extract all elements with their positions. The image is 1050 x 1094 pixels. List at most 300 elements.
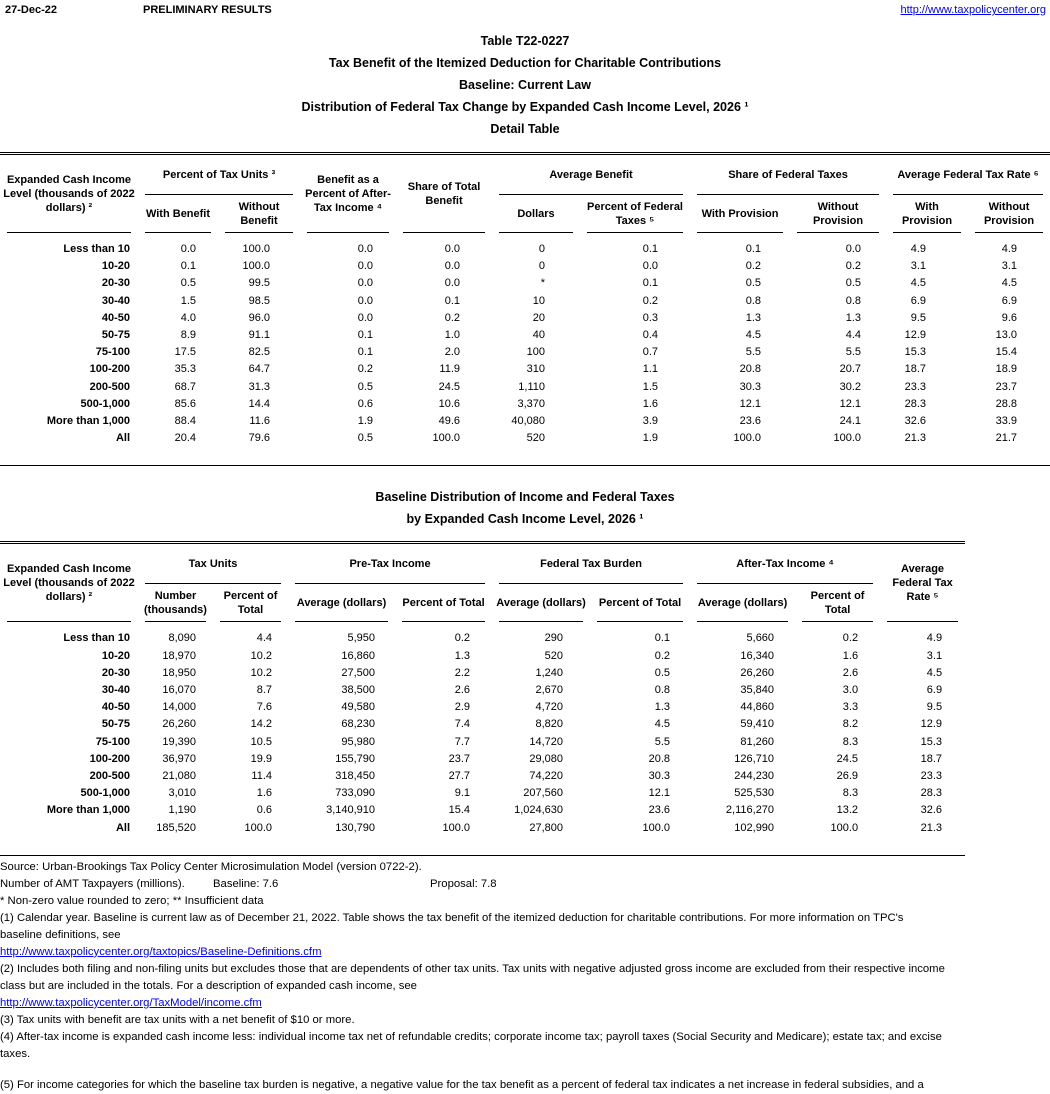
data-cell: 1.0: [444, 329, 461, 342]
data-cell: 2.0: [444, 346, 461, 359]
data-cell: 100.0: [442, 821, 471, 834]
data-cell: 31.3: [248, 380, 271, 393]
detail-table: [0, 155, 1050, 465]
row-label: More than 1,000: [46, 804, 130, 817]
data-cell: 520: [544, 649, 564, 662]
data-cell: 0.0: [357, 294, 374, 307]
data-cell: 0.1: [642, 277, 659, 290]
column-group-after-tax-income: After-Tax Income ⁴: [690, 544, 880, 584]
data-cell: 40: [532, 329, 546, 342]
data-cell: 1.3: [745, 311, 762, 324]
data-cell: 4.5: [1001, 277, 1018, 290]
column-header-percent-of-total-units: Percent of Total: [213, 584, 288, 622]
data-cell: 32.6: [904, 415, 927, 428]
data-cell: 0: [538, 243, 546, 255]
data-cell: 35.3: [174, 363, 196, 376]
data-cell: 9.6: [1001, 311, 1018, 324]
detail-table-label: Detail Table: [490, 122, 560, 136]
income-definition-link[interactable]: http://www.taxpolicycenter.org/TaxModel/income.cfm: [0, 996, 262, 1009]
data-cell: 1.5: [642, 380, 659, 393]
column-header-dollars: Dollars: [492, 195, 580, 233]
table-row: [0, 430, 1050, 465]
data-cell: 5.5: [745, 346, 762, 359]
data-cell: 1.9: [642, 432, 659, 445]
row-label: Less than 10: [63, 243, 130, 255]
data-cell: 9.1: [454, 787, 471, 800]
footnote-3: (3) Tax units with benefit are tax units with a net benefit of $10 or more.: [0, 1013, 355, 1026]
data-cell: 10.2: [250, 649, 273, 662]
data-cell: 3.1: [910, 260, 927, 273]
data-cell: 27,800: [529, 821, 564, 834]
data-cell: 29,080: [529, 752, 564, 765]
data-cell: 33.9: [995, 415, 1018, 428]
data-cell: 49.6: [438, 415, 461, 428]
data-cell: 30.3: [648, 770, 671, 783]
data-cell: 26,260: [162, 718, 196, 731]
data-cell: 5.5: [654, 735, 671, 748]
column-header-average-pretax: Average (dollars): [288, 584, 395, 622]
table-row: [0, 413, 1050, 430]
data-cell: 0.2: [357, 363, 374, 376]
data-cell: 1.6: [842, 649, 859, 662]
data-cell: 10.6: [438, 397, 461, 410]
data-cell: 100.0: [242, 260, 271, 273]
table-row: [0, 699, 965, 716]
data-cell: 7.6: [256, 701, 273, 714]
data-cell: 28.3: [920, 787, 943, 800]
data-cell: 4.4: [845, 329, 862, 342]
column-header-share-of-total-benefit: Share of Total Benefit: [396, 155, 492, 233]
data-cell: 12.1: [839, 397, 862, 410]
data-cell: 6.9: [910, 294, 927, 307]
footnote-2-line-2: class but are included in the totals. For a description of expanded cash income, see: [0, 979, 417, 992]
data-cell: 49,580: [341, 701, 376, 714]
distribution-label: Distribution of Federal Tax Change by Expanded Cash Income Level, 2026 ¹: [301, 100, 749, 114]
data-cell: 36,970: [162, 752, 196, 765]
title-block: [0, 30, 1050, 140]
data-cell: 4.5: [926, 666, 943, 679]
row-label: 10-20: [101, 260, 130, 273]
data-cell: 9.5: [910, 311, 927, 324]
data-cell: 14.4: [248, 397, 271, 410]
data-cell: 8.9: [180, 329, 196, 342]
row-label: All: [115, 821, 130, 834]
data-cell: 4.5: [654, 718, 671, 731]
row-label: 200-500: [89, 380, 130, 393]
table-row: [0, 258, 1050, 275]
baseline-table-title: Baseline Distribution of Income and Federal Taxes: [375, 490, 675, 505]
data-cell: *: [540, 277, 546, 290]
data-cell: 0.0: [444, 277, 461, 290]
baseline-table-bottom-rule: [0, 855, 965, 856]
data-cell: 4.9: [910, 243, 927, 255]
table-row: [0, 233, 1050, 258]
footnote-5: (5) For income categories for which the baseline tax burden is negative, a negative value for the tax benefit as a percent of federal tax indicates a net increase in federal subsidies, and a: [0, 1078, 924, 1091]
data-cell: 18,950: [162, 666, 196, 679]
data-cell: 3,010: [168, 787, 196, 800]
table-row: [0, 310, 1050, 327]
data-cell: 0.0: [180, 243, 196, 255]
data-cell: 20.8: [739, 363, 762, 376]
column-header-average-federal-tax-rate: Average Federal Tax Rate ⁵: [880, 544, 965, 622]
data-cell: 0.1: [357, 346, 374, 359]
data-cell: 1.9: [357, 415, 374, 428]
data-cell: 1.1: [642, 363, 659, 376]
data-cell: 0.0: [357, 277, 374, 290]
data-cell: 91.1: [248, 329, 271, 342]
data-cell: 100.0: [244, 821, 273, 834]
data-cell: 0.2: [845, 260, 862, 273]
data-cell: 18.7: [904, 363, 927, 376]
data-cell: 0.2: [444, 311, 461, 324]
footnote-1-line-2: baseline definitions, see: [0, 928, 121, 941]
data-cell: 11.6: [249, 415, 271, 428]
data-cell: 14,000: [162, 701, 196, 714]
data-cell: 8.3: [842, 735, 859, 748]
data-cell: 8.7: [256, 684, 273, 697]
data-cell: 38,500: [341, 684, 376, 697]
baseline-table-subtitle: by Expanded Cash Income Level, 2026 ¹: [406, 512, 644, 527]
data-cell: 525,530: [734, 787, 775, 800]
data-cell: 21,080: [162, 770, 196, 783]
data-cell: 23.7: [448, 752, 471, 765]
data-cell: 40,080: [511, 415, 546, 428]
data-cell: 733,090: [335, 787, 376, 800]
data-cell: 88.4: [174, 415, 196, 428]
data-cell: 0.5: [654, 666, 671, 679]
data-cell: 5,950: [347, 632, 376, 645]
amt-proposal-value: Proposal: 7.8: [430, 877, 497, 890]
data-cell: 82.5: [248, 346, 271, 359]
baseline-table-title-block: [0, 486, 1050, 530]
table-row: [0, 293, 1050, 310]
row-label: 20-30: [101, 277, 130, 290]
data-cell: 32.6: [920, 804, 943, 817]
data-cell: 0.5: [180, 277, 196, 290]
row-label: 100-200: [89, 363, 130, 376]
data-cell: 2.2: [454, 666, 471, 679]
table-row: [0, 768, 965, 785]
data-cell: 16,860: [341, 649, 376, 662]
data-cell: 1,190: [168, 804, 196, 817]
data-cell: 1.5: [180, 294, 196, 307]
detail-table-body: [0, 233, 1050, 465]
row-label: 500-1,000: [80, 787, 130, 800]
data-cell: 0.7: [642, 346, 659, 359]
data-cell: 8.3: [842, 787, 859, 800]
data-cell: 1.3: [654, 701, 671, 714]
footnote-2-line-1: (2) Includes both filing and non-filing units but excludes those that are dependents of other tax units. Tax units with negative adjusted gross income are excluded from their respective income: [0, 962, 945, 975]
table-row: [0, 275, 1050, 292]
data-cell: 68.7: [174, 380, 196, 393]
data-cell: 0: [538, 260, 546, 273]
data-cell: 0.1: [180, 260, 196, 273]
data-cell: 2.6: [454, 684, 471, 697]
footnote-1-line-1: (1) Calendar year. Baseline is current law as of December 21, 2022. Table shows the tax benefit of the itemized deduction for charitable contributions. For more information on TPC's: [0, 911, 904, 924]
data-cell: 16,070: [162, 684, 196, 697]
data-cell: 2,116,270: [725, 804, 775, 817]
data-cell: 0.1: [654, 632, 671, 645]
data-cell: 9.5: [926, 701, 943, 714]
column-header-percent-of-total-pretax: Percent of Total: [395, 584, 492, 622]
data-cell: 98.5: [248, 294, 271, 307]
table-row: [0, 802, 965, 819]
data-cell: 8,090: [168, 632, 196, 645]
data-cell: 207,560: [523, 787, 564, 800]
data-cell: 23.3: [904, 380, 927, 393]
data-cell: 0.0: [444, 243, 461, 255]
data-cell: 0.5: [845, 277, 862, 290]
baseline-definitions-link[interactable]: http://www.taxpolicycenter.org/taxtopics/Baseline-Definitions.cfm: [0, 945, 322, 958]
data-cell: 18.9: [995, 363, 1018, 376]
footnotes: [0, 859, 1050, 1094]
data-cell: 24.5: [438, 380, 461, 393]
data-cell: 4.4: [256, 632, 273, 645]
column-header-share-with-provision: With Provision: [690, 195, 790, 233]
data-cell: 10: [532, 294, 546, 307]
column-header-rate-without-provision: Without Provision: [968, 195, 1050, 233]
data-cell: 74,220: [529, 770, 564, 783]
row-label: 500-1,000: [80, 397, 130, 410]
data-cell: 12.1: [648, 787, 671, 800]
data-cell: 96.0: [248, 311, 271, 324]
row-label: More than 1,000: [46, 415, 130, 428]
data-cell: 102,990: [734, 821, 775, 834]
data-cell: 20.8: [648, 752, 671, 765]
data-cell: 0.5: [745, 277, 762, 290]
row-label: 40-50: [101, 701, 130, 714]
data-cell: 3,140,910: [326, 804, 376, 817]
column-group-average-benefit: Average Benefit: [492, 155, 690, 195]
data-cell: 16,340: [740, 649, 775, 662]
table-row: [0, 785, 965, 802]
data-cell: 68,230: [341, 718, 376, 731]
data-cell: 26.9: [836, 770, 859, 783]
data-cell: 0.0: [444, 260, 461, 273]
data-cell: 23.6: [739, 415, 762, 428]
table-row: [0, 751, 965, 768]
data-cell: 30.2: [839, 380, 862, 393]
data-cell: 0.0: [357, 243, 374, 255]
data-cell: 19.9: [250, 752, 273, 765]
data-cell: 44,860: [740, 701, 775, 714]
data-cell: 0.8: [745, 294, 762, 307]
data-cell: 24.5: [836, 752, 859, 765]
table-row: [0, 396, 1050, 413]
column-header-with-benefit: With Benefit: [138, 195, 218, 233]
data-cell: 24.1: [839, 415, 862, 428]
table-row: [0, 682, 965, 699]
data-cell: 100.0: [432, 432, 461, 445]
data-cell: 1,024,630: [514, 804, 564, 817]
data-cell: 290: [544, 632, 564, 645]
data-cell: 4.5: [745, 329, 762, 342]
data-cell: 7.7: [454, 735, 471, 748]
data-cell: 99.5: [248, 277, 271, 290]
data-cell: 10.5: [250, 735, 273, 748]
data-cell: 0.6: [256, 804, 273, 817]
data-cell: 11.9: [439, 363, 461, 376]
data-cell: 0.4: [642, 329, 659, 342]
data-cell: 15.3: [904, 346, 927, 359]
data-cell: 81,260: [740, 735, 775, 748]
data-cell: 20: [532, 311, 546, 324]
row-label: 75-100: [95, 346, 130, 359]
data-cell: 15.4: [448, 804, 471, 817]
data-cell: 11.4: [251, 770, 273, 783]
data-cell: 59,410: [740, 718, 775, 731]
data-cell: 185,520: [156, 821, 196, 834]
data-cell: 3.3: [842, 701, 859, 714]
data-cell: 13.2: [836, 804, 859, 817]
row-label: Less than 10: [63, 632, 130, 645]
data-cell: 7.4: [454, 718, 471, 731]
data-cell: 27,500: [341, 666, 376, 679]
data-cell: 14,720: [529, 735, 564, 748]
data-cell: 30.3: [739, 380, 762, 393]
data-cell: 28.8: [995, 397, 1018, 410]
data-cell: 0.2: [654, 649, 671, 662]
data-cell: 318,450: [335, 770, 376, 783]
data-cell: 27.7: [448, 770, 471, 783]
data-cell: 20.4: [174, 432, 196, 445]
data-cell: 0.1: [357, 329, 374, 342]
row-label: 200-500: [89, 770, 130, 783]
column-header-income-level: Expanded Cash Income Level (thousands of 2022 dollars) ²: [0, 544, 138, 622]
data-cell: 1.6: [642, 397, 659, 410]
footnote-4-line-2: taxes.: [0, 1047, 31, 1060]
data-cell: 0.1: [642, 243, 659, 255]
data-cell: 4.5: [910, 277, 927, 290]
data-cell: 1,240: [535, 666, 564, 679]
column-header-rate-with-provision: With Provision: [886, 195, 968, 233]
data-cell: 0.0: [357, 311, 374, 324]
column-header-percent-of-total-burden: Percent of Total: [590, 584, 690, 622]
data-cell: 15.4: [995, 346, 1018, 359]
data-cell: 28.3: [904, 397, 927, 410]
row-label: 50-75: [101, 329, 130, 342]
baseline-distribution-table: [0, 544, 965, 854]
data-cell: 26,260: [740, 666, 775, 679]
data-cell: 64.7: [248, 363, 271, 376]
data-cell: 85.6: [174, 397, 196, 410]
data-cell: 35,840: [740, 684, 775, 697]
preliminary-results-label: PRELIMINARY RESULTS: [143, 4, 272, 16]
data-cell: 244,230: [734, 770, 775, 783]
row-label: 75-100: [95, 735, 130, 748]
data-cell: 0.1: [444, 294, 461, 307]
data-cell: 12.9: [904, 329, 927, 342]
column-group-share-of-federal-taxes: Share of Federal Taxes: [690, 155, 886, 195]
column-header-benefit-pct-after-tax-income: Benefit as a Percent of After-Tax Income ⁴: [300, 155, 396, 233]
column-header-percent-of-total-after-tax: Percent of Total: [795, 584, 880, 622]
row-label: All: [115, 432, 130, 445]
table-row: [0, 361, 1050, 378]
row-label: 30-40: [101, 294, 130, 307]
report-date: 27-Dec-22: [5, 4, 57, 16]
data-cell: 100.0: [833, 432, 862, 445]
taxpolicycenter-link[interactable]: http://www.taxpolicycenter.org: [900, 4, 1046, 16]
data-cell: 6.9: [1001, 294, 1018, 307]
data-cell: 21.7: [995, 432, 1018, 445]
data-cell: 130,790: [335, 821, 376, 834]
table-row: [0, 820, 965, 855]
data-cell: 3.9: [642, 415, 659, 428]
data-cell: 12.9: [920, 718, 943, 731]
data-cell: 0.8: [845, 294, 862, 307]
row-label: 20-30: [101, 666, 130, 679]
page-title: Tax Benefit of the Itemized Deduction for Charitable Contributions: [328, 56, 722, 70]
rounding-note: * Non-zero value rounded to zero; ** Insufficient data: [0, 894, 264, 907]
data-cell: 1.3: [845, 311, 862, 324]
data-cell: 100: [526, 346, 546, 359]
data-cell: 95,980: [341, 735, 376, 748]
data-cell: 21.3: [904, 432, 927, 445]
row-label: 40-50: [101, 311, 130, 324]
source-note: Source: Urban-Brookings Tax Policy Center Microsimulation Model (version 0722-2).: [0, 860, 422, 873]
column-header-income-level: Expanded Cash Income Level (thousands of 2022 dollars) ²: [0, 155, 138, 233]
column-header-share-without-provision: Without Provision: [790, 195, 886, 233]
column-header-average-burden: Average (dollars): [492, 584, 590, 622]
page-header: [0, 0, 1050, 20]
data-cell: 100.0: [242, 243, 271, 255]
data-cell: 520: [526, 432, 546, 445]
data-cell: 0.3: [642, 311, 659, 324]
data-cell: 0.5: [357, 432, 374, 445]
data-cell: 19,390: [162, 735, 196, 748]
data-cell: 0.2: [842, 632, 859, 645]
data-cell: 0.2: [454, 632, 471, 645]
data-cell: 0.2: [745, 260, 762, 273]
data-cell: 23.3: [920, 770, 943, 783]
row-label: 100-200: [89, 752, 130, 765]
footnote-4-line-1: (4) After-tax income is expanded cash income less: individual income tax net of refundable credits; corporate income tax; payroll taxes (Social Security and Medicare); estate tax; and excise: [0, 1030, 942, 1043]
data-cell: 12.1: [739, 397, 762, 410]
data-cell: 18.7: [920, 752, 943, 765]
data-cell: 100.0: [733, 432, 762, 445]
column-group-average-federal-tax-rate: Average Federal Tax Rate ⁶: [886, 155, 1050, 195]
amt-label: Number of AMT Taxpayers (millions).: [0, 877, 185, 890]
data-cell: 0.0: [845, 243, 862, 255]
table-number: Table T22-0227: [480, 34, 570, 48]
detail-table-bottom-rule: [0, 465, 1050, 466]
data-cell: 0.8: [654, 684, 671, 697]
data-cell: 100.0: [642, 821, 671, 834]
baseline-table-body: [0, 622, 965, 854]
data-cell: 0.5: [357, 380, 374, 393]
data-cell: 8.2: [842, 718, 859, 731]
amt-baseline-value: Baseline: 7.6: [213, 877, 279, 890]
data-cell: 4,720: [535, 701, 564, 714]
column-header-without-benefit: Without Benefit: [218, 195, 300, 233]
table-row: [0, 327, 1050, 344]
data-cell: 2.9: [454, 701, 471, 714]
data-cell: 79.6: [248, 432, 271, 445]
data-cell: 0.0: [357, 260, 374, 273]
data-cell: 21.3: [920, 821, 943, 834]
data-cell: 0.0: [642, 260, 659, 273]
data-cell: 4.9: [1001, 243, 1018, 255]
column-group-percent-of-tax-units: Percent of Tax Units ³: [138, 155, 300, 195]
data-cell: 0.1: [745, 243, 762, 255]
baseline-label: Baseline: Current Law: [459, 78, 591, 92]
table-row: [0, 344, 1050, 361]
data-cell: 3.1: [1001, 260, 1018, 273]
data-cell: 15.3: [920, 735, 943, 748]
data-cell: 100.0: [830, 821, 859, 834]
data-cell: 3.1: [926, 649, 943, 662]
data-cell: 23.6: [648, 804, 671, 817]
